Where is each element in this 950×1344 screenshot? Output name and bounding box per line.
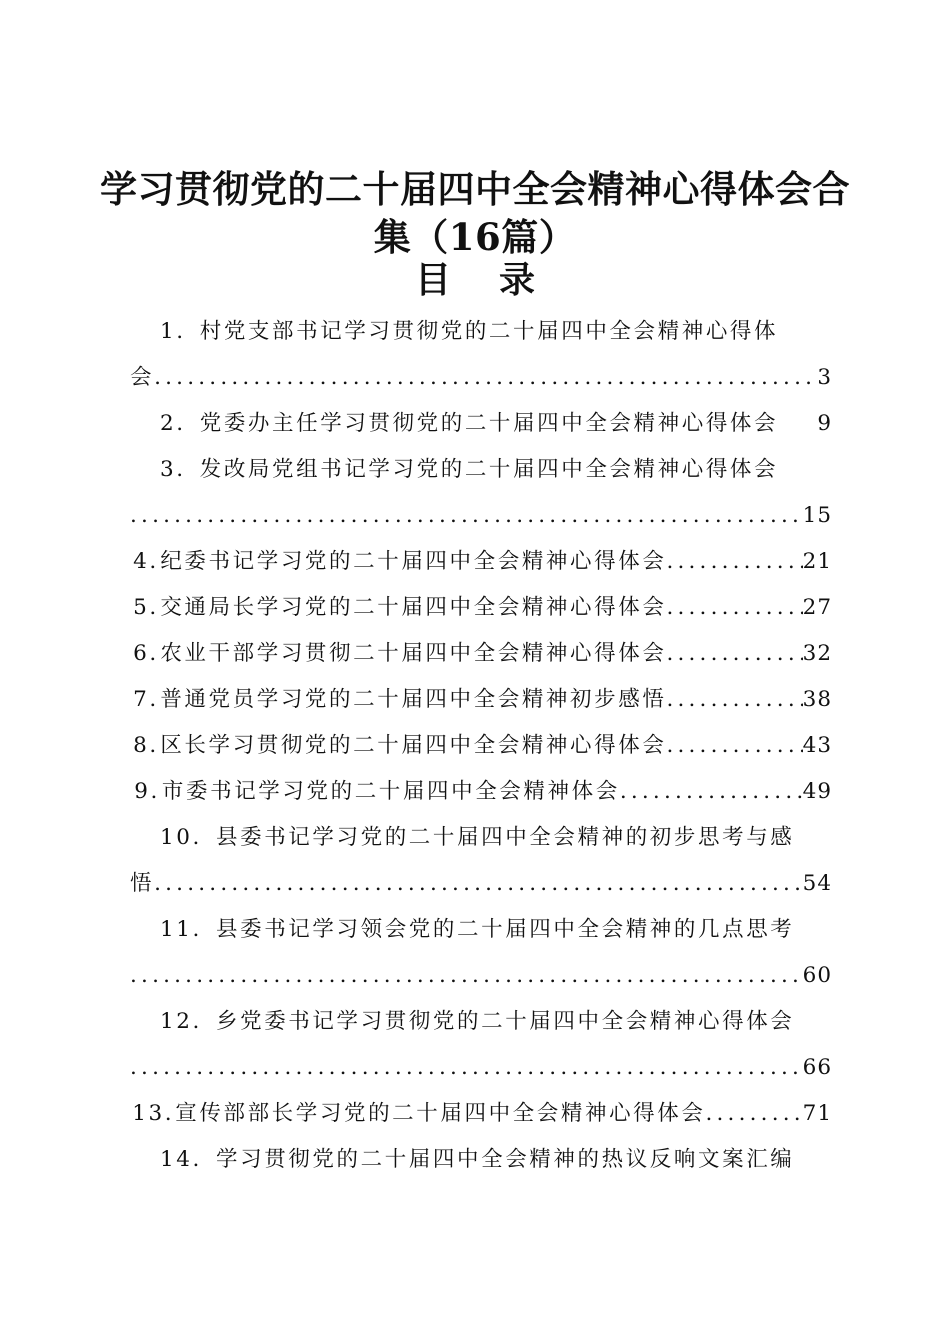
toc-entry-number: 9. [134,779,160,804]
toc-entry-8[interactable] [130,726,832,766]
toc-entry-page: 32 [802,641,832,666]
toc-heading-char-2: 录 [499,259,536,301]
dot-leader [666,542,802,582]
toc-entry-number: 3. [160,457,186,482]
toc-entry-5[interactable] [130,588,832,628]
dot-leader [705,1094,802,1134]
toc-entry-page: 38 [802,687,832,712]
toc-entry-3[interactable] [130,450,832,490]
dot-leader [666,680,802,720]
toc-entry-page: 9 [817,411,832,436]
toc-entry-title: 发改局党组书记学习党的二十届四中全会精神心得体会 [199,457,779,482]
toc-entry-page: 60 [802,963,832,988]
toc-entry-title: 县委书记学习党的二十届四中全会精神的初步思考与感 [216,825,795,850]
document-title-line-2: 集（16篇） [373,215,577,259]
toc-entry-title: 普通党员学习党的二十届四中全会精神初步感悟 [160,687,667,712]
toc-entry-page: 15 [802,503,832,528]
toc-entry-12-cont[interactable] [130,1048,832,1088]
toc-entry-number: 6. [133,641,159,666]
toc-entry-page: 27 [802,595,832,620]
toc-entry-page: 71 [802,1101,832,1126]
toc-entry-title: 学习贯彻党的二十届四中全会精神的热议反响文案汇编 [216,1147,795,1172]
dot-leader [666,588,802,628]
dot-leader [154,358,817,398]
toc-entry-11[interactable] [130,910,832,950]
toc-entry-page: 21 [802,549,832,574]
dot-leader [154,864,803,904]
toc-entry-page: 3 [817,365,832,390]
toc-entry-title: 市委书记学习党的二十届四中全会精神体会 [161,779,620,804]
toc-entry-title: 纪委书记学习党的二十届四中全会精神心得体会 [160,549,667,574]
toc-entry-number: 10. [160,825,202,850]
dot-leader [130,496,803,536]
toc-entry-number: 7. [133,687,159,712]
toc-entry-3-cont[interactable] [130,496,832,536]
toc-entry-10-cont[interactable] [130,864,832,904]
toc-entry-number: 5. [133,595,159,620]
toc-entry-page: 49 [802,779,833,804]
toc-entry-14[interactable] [130,1140,832,1180]
toc-entry-13[interactable] [130,1094,832,1134]
toc-entry-page: 54 [802,871,832,896]
toc-entry-9[interactable] [130,772,832,812]
toc-entry-1-cont[interactable] [130,358,832,398]
toc-entry-title: 村党支部书记学习贯彻党的二十届四中全会精神心得体 [199,319,779,344]
toc-entry-number: 13. [132,1101,175,1126]
toc-entry-title: 农业干部学习贯彻二十届四中全会精神心得体会 [160,641,667,666]
toc-entry-page: 43 [802,733,832,758]
toc-entry-number: 12. [160,1009,202,1034]
dot-leader [130,1048,803,1088]
dot-leader [666,726,802,766]
dot-leader [130,956,803,996]
toc-entry-4[interactable] [130,542,832,582]
toc-entry-10[interactable] [130,818,832,858]
toc-entry-11-cont[interactable] [130,956,832,996]
toc-entry-2[interactable] [130,404,832,444]
toc-entry-number: 4. [133,549,159,574]
toc-entry-title: 交通局长学习党的二十届四中全会精神心得体会 [160,595,667,620]
toc-heading-char-1: 目 [414,259,451,301]
toc-entry-title: 区长学习贯彻党的二十届四中全会精神心得体会 [160,733,667,758]
dot-leader [620,772,803,812]
toc-entry-title-cont: 悟 [130,871,155,896]
toc-entry-12[interactable] [130,1002,832,1042]
toc-entry-number: 8. [133,733,159,758]
toc-entry-7[interactable] [130,680,832,720]
toc-entry-title: 党委办主任学习贯彻党的二十届四中全会精神心得体会 [199,411,779,436]
toc-entry-number: 14. [160,1147,202,1172]
toc-entry-title-cont: 会 [130,365,155,390]
toc-entry-1[interactable] [130,312,832,352]
toc-entry-title: 宣传部部长学习党的二十届四中全会精神心得体会 [175,1101,706,1126]
toc-heading [0,256,950,304]
toc-entry-6[interactable] [130,634,832,674]
document-title-line-1: 学习贯彻党的二十届四中全会精神心得体会合 [100,167,850,211]
dot-leader [666,634,802,674]
toc-entry-page: 66 [802,1055,832,1080]
toc-entry-title: 县委书记学习领会党的二十届四中全会精神的几点思考 [216,917,795,942]
toc-entry-number: 11. [160,917,202,942]
toc-entry-number: 2. [160,411,186,436]
toc-entry-number: 1. [160,319,186,344]
toc-entry-title: 乡党委书记学习贯彻党的二十届四中全会精神心得体会 [216,1009,795,1034]
